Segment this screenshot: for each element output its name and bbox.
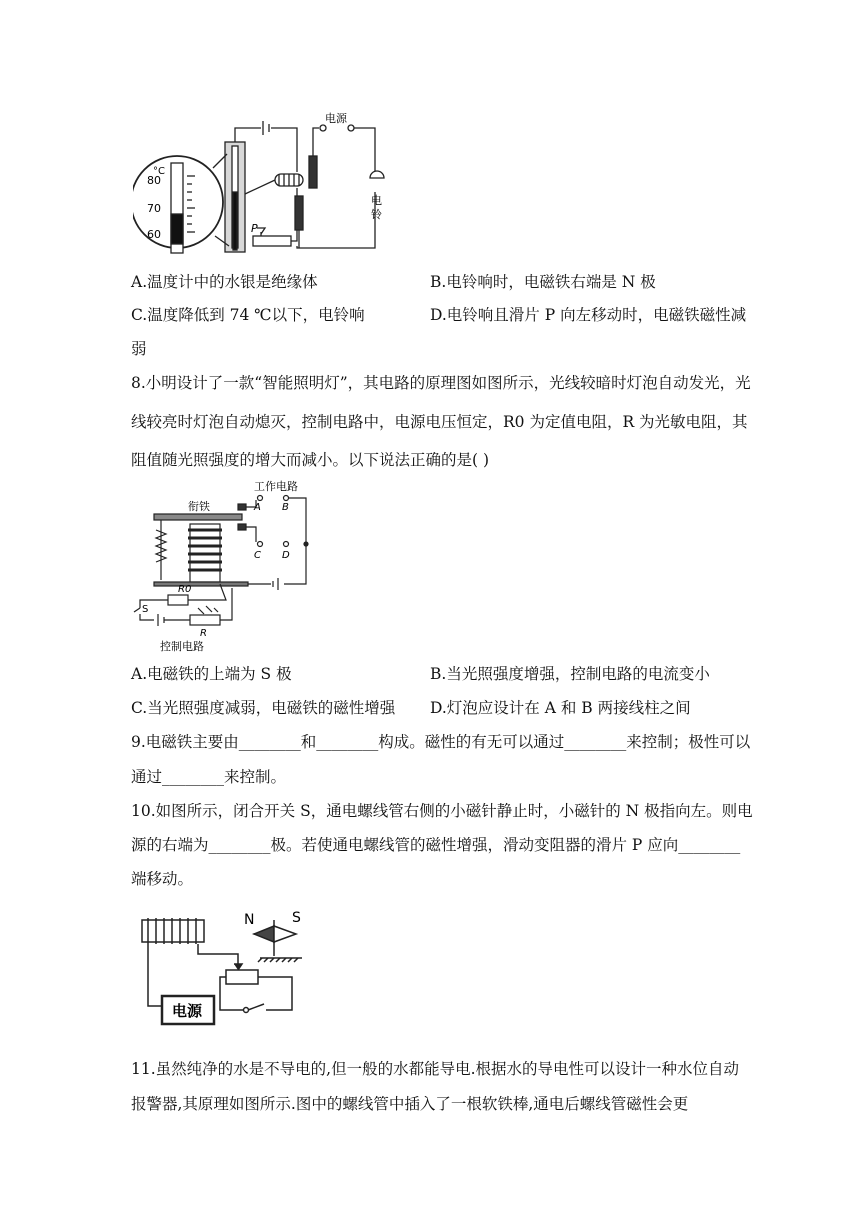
q8-stem-line-1: 8.小明设计了一款“智能照明灯”，其电路的原理图如图所示，光线较暗时灯泡自动发光，光 [131,374,751,392]
q7-option-b: B.电铃响时，电磁铁右端是 N 极 [430,273,656,291]
fig1-bell-label-2: 铃 [371,208,382,221]
q11-line-2: 报警器,其原理如图所示.图中的螺线管中插入了一根软铁棒,通电后螺线管磁性会更 [131,1095,689,1113]
fig1-power-label: 电源 [325,112,347,125]
q8-option-c: C.当光照强度减弱，电磁铁的磁性增强 [131,699,396,717]
solenoid-compass-figure [134,904,306,1034]
fig2-resistor-r0: R0 [178,584,192,595]
q8-option-a: A.电磁铁的上端为 S 极 [131,665,292,683]
thermostat-alarm-circuit-figure [133,108,393,256]
fig2-photoresistor-r: R [200,628,207,639]
fig1-scale-60: 60 [147,228,161,241]
q7-option-d: D.电铃响且滑片 P 向左移动时，电磁铁磁性减 [430,306,747,324]
q10-line-3: 端移动。 [131,870,194,888]
fig3-power-label: 电源 [172,1002,203,1020]
fig2-terminal-d: D [282,550,290,561]
q8-stem-line-3: 阻值随光照强度的增大而减小。以下说法正确的是( ) [131,451,490,469]
q7-option-a: A.温度计中的水银是绝缘体 [131,273,318,291]
fig1-bell-label-1: 电 [371,194,382,207]
q10-line-2: 源的右端为________极。若使通电螺线管的磁性增强，滑动变阻器的滑片 P 应向________ [131,836,741,854]
q7-option-c: C.温度降低到 74 ℃以下，电铃响 [131,306,365,324]
fig1-slider-label: P [251,222,258,235]
fig3-south-label: S [292,910,301,926]
q11-line-1: 11.虽然纯净的水是不导电的,但一般的水都能导电.根据水的导电性可以设计一种水位自动 [131,1060,740,1078]
q10-line-1: 10.如图所示，闭合开关 S，通电螺线管右侧的小磁针静止时，小磁针的 N 极指向左。则电 [131,802,753,820]
fig3-north-label: N [244,912,255,928]
fig2-control-circuit-label: 控制电路 [160,640,204,653]
q7-option-d-wrap: 弱 [131,340,147,358]
fig2-armature-label: 衔铁 [188,500,210,513]
fig1-scale-unit: °C [153,166,165,177]
fig1-scale-80: 80 [147,174,161,187]
fig2-terminal-c: C [254,550,261,561]
q8-option-b: B.当光照强度增强，控制电路的电流变小 [430,665,710,683]
q9-line-2: 通过________来控制。 [131,768,287,786]
fig2-switch-s: S [142,604,149,615]
q9-line-1: 9.电磁铁主要由________和________构成。磁性的有无可以通过________来控制；极性可以 [131,733,751,751]
q8-stem-line-2: 线较亮时灯泡自动熄灭，控制电路中，电源电压恒定，R0 为定值电阻，R 为光敏电阻，其 [131,413,748,431]
fig2-terminal-a: A [254,502,261,513]
fig2-work-circuit-label: 工作电路 [254,480,298,493]
fig2-terminal-b: B [282,502,289,513]
smart-light-relay-figure [128,476,324,654]
q8-option-d: D.灯泡应设计在 A 和 B 两接线柱之间 [430,699,691,717]
fig1-scale-70: 70 [147,202,161,215]
